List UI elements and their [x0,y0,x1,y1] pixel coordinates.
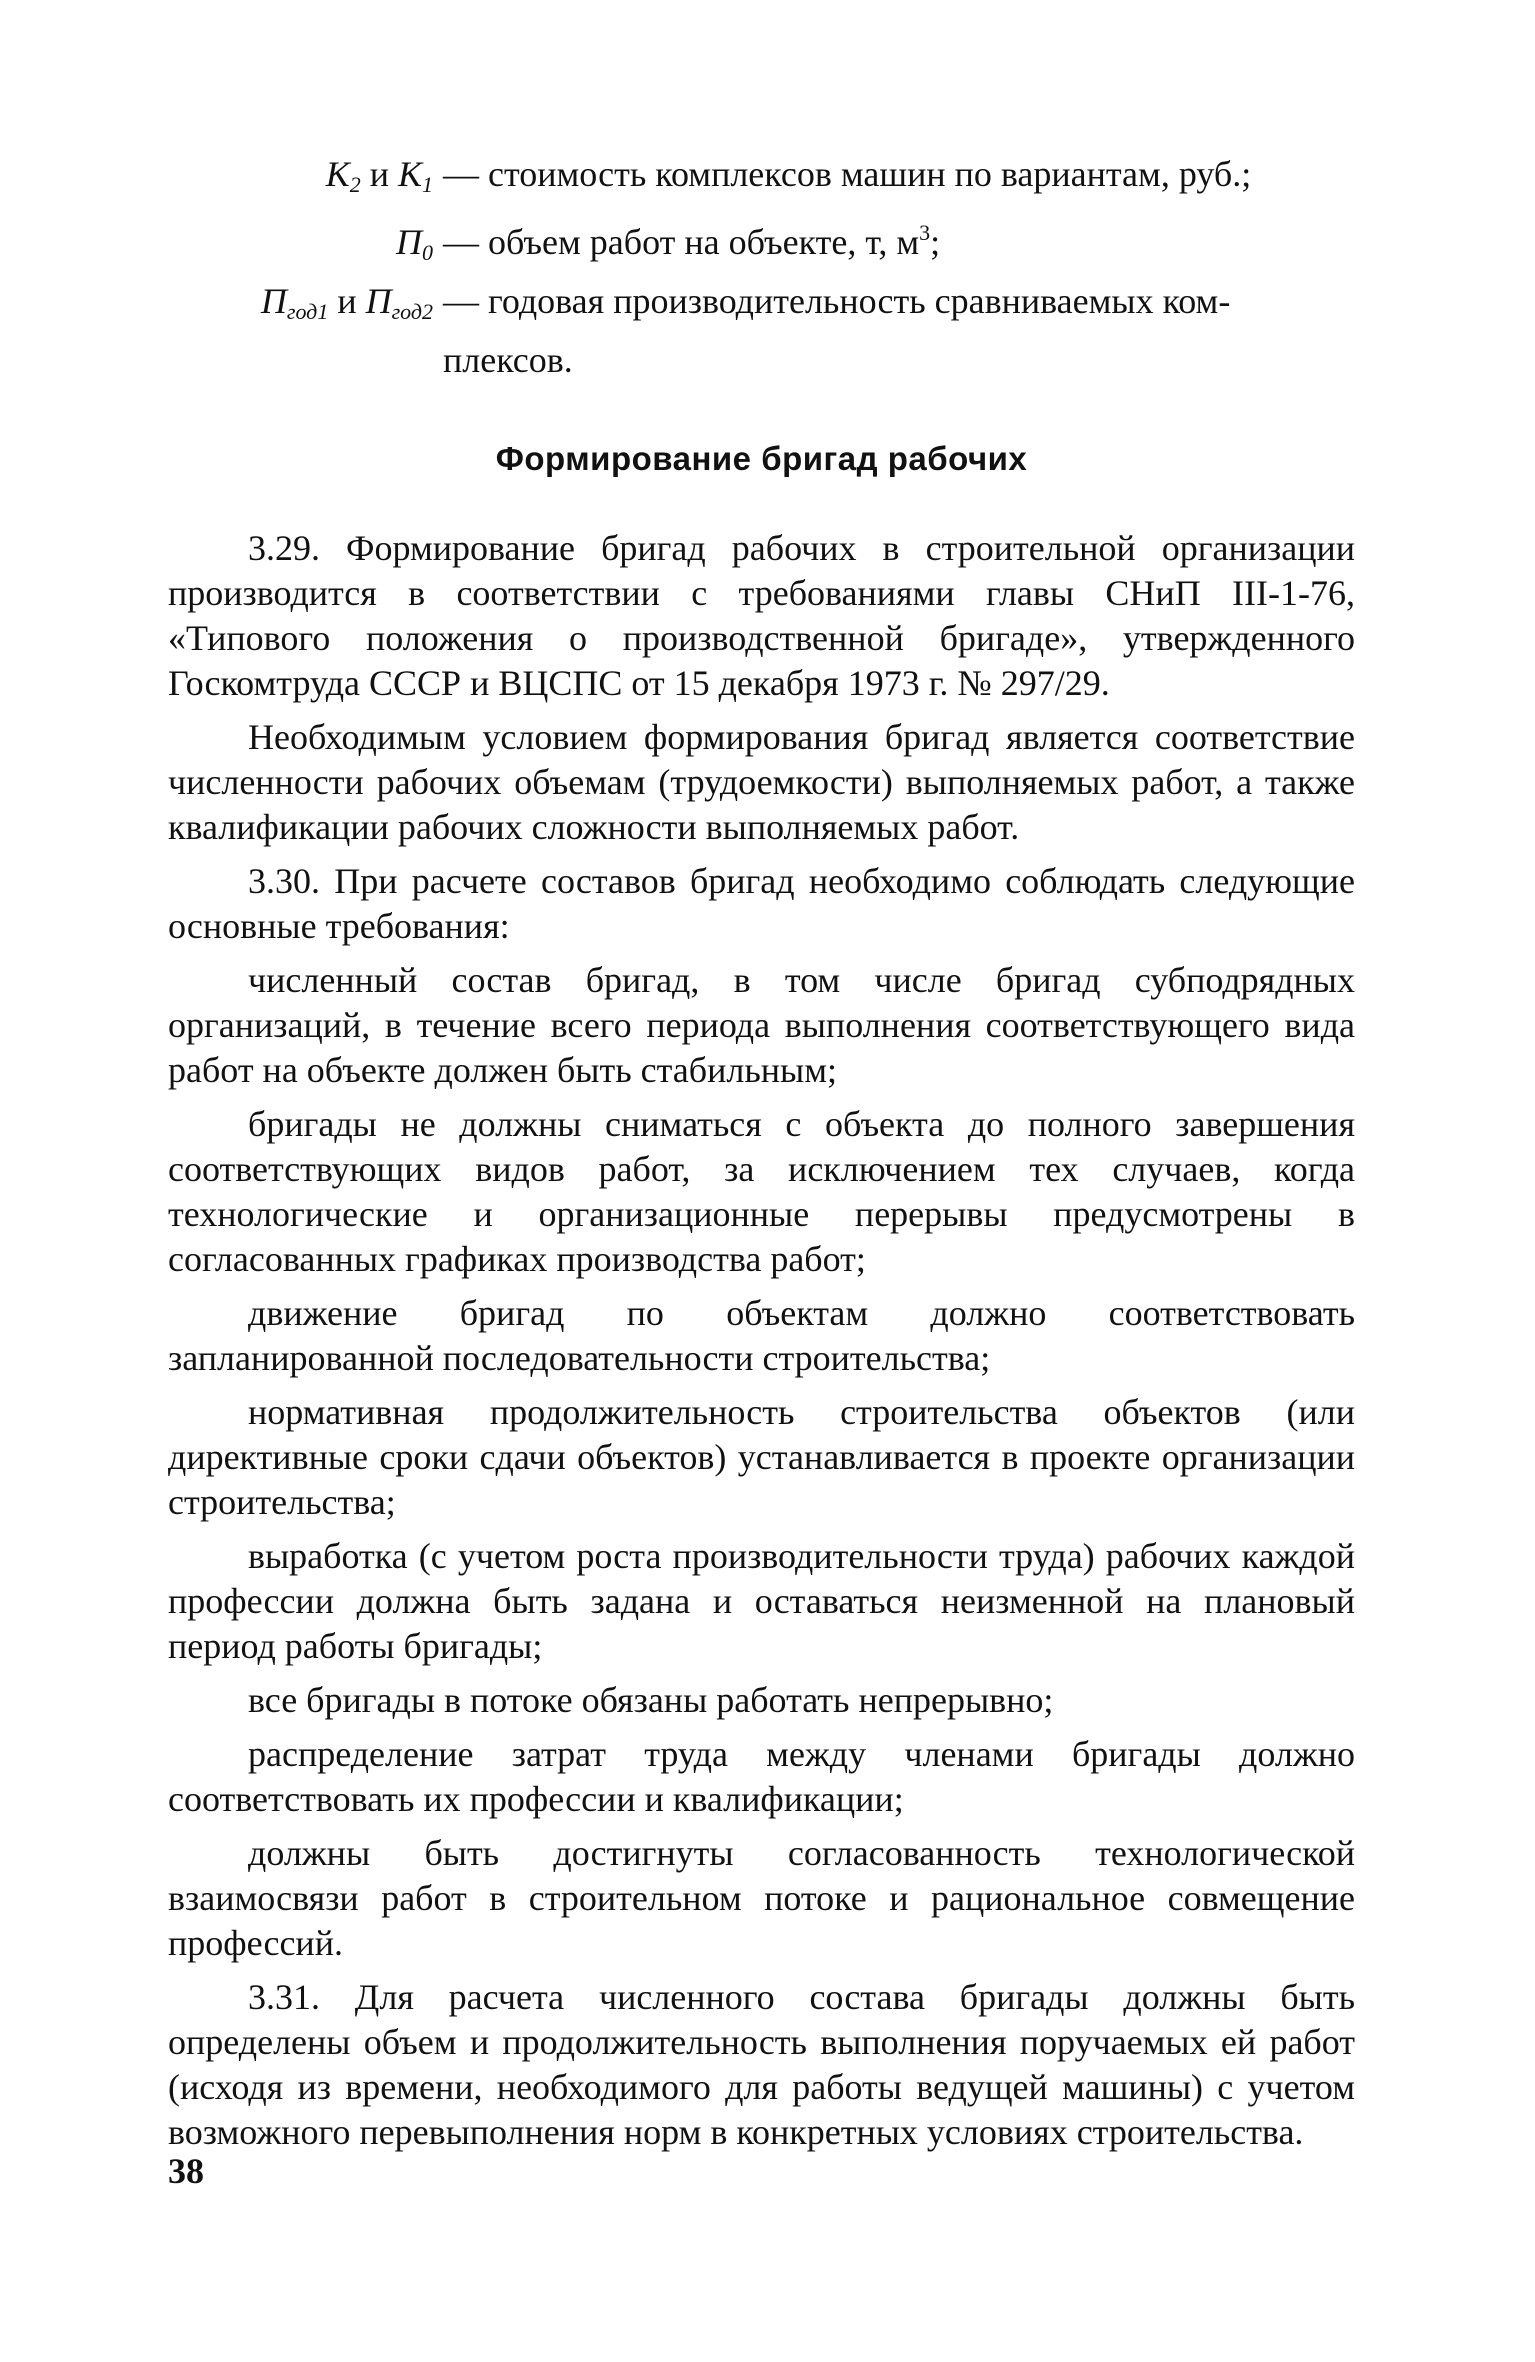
definition-row [168,209,1355,277]
requirement-item: нормативная продолжительность строительства объектов (или директивные сроки сдачи объектов) устанавливается в проекте организации строительства; [168,1392,1355,1522]
document-page [168,150,1355,2350]
section-heading: Формирование бригад рабочих [495,440,1028,477]
term-symbol: П [365,281,392,321]
definition-term [168,277,443,336]
definition-description-continued: плексов. [443,340,573,380]
description-superscript: 3 [919,220,931,245]
paragraph-3-31: 3.31. Для расчета численного состава бригады должны быть определены объем и продолжительность выполнения поручаемых ей работ (исходя из времени, необходимого для работы ведущей машины) с учетом возможного перевыполнения норм в конкретных условиях строительства. [168,1977,1355,2152]
term-symbol: K [397,154,422,194]
description-text: — объем работ на объекте, т, м [443,222,920,262]
definition-description [443,209,1355,266]
term-subscript: год1 [286,299,329,324]
paragraph-3-29: 3.29. Формирование бригад рабочих в строительной организации производится в соответствии с требованиями главы СНиП III-1-76, «Типового положения о производственной бригаде», утвержденного Госкомтруда СССР и ВЦСПС от 15 декабря 1973 г. № 297/29. [168,528,1355,703]
term-symbol: П [260,281,287,321]
definition-row [168,150,1355,209]
term-subscript: 0 [422,240,433,265]
paragraph-3-30: 3.30. При расчете составов бригад необходимо соблюдать следующие основные требования: [168,861,1355,946]
term-subscript: 2 [349,172,361,197]
term-symbol: П [396,222,422,262]
description-text: ; [930,222,941,262]
term-symbol: K [325,154,350,194]
requirement-item: движение бригад по объектам должно соответствовать запланированной последовательности строительства; [168,1293,1355,1378]
term-conjunction: и [369,154,389,194]
requirement-item: все бригады в потоке обязаны работать непрерывно; [248,1680,1054,1720]
paragraph: Необходимым условием формирования бригад является соответствие численности рабочих объемам (трудоемкости) выполняемых работ, а также квалификации рабочих сложности выполняемых работ. [168,717,1355,847]
definition-row [168,277,1355,336]
definition-term [168,218,443,277]
requirement-item: бригады не должны сниматься с объекта до полного завершения соответствующих видов работ, за исключением тех случаев, когда технологические и организационные перерывы предусмотрены в согласованных графиках производства работ; [168,1104,1355,1279]
definitions-list [168,150,1355,384]
requirement-item: распределение затрат труда между членами бригады должно соответствовать их профессии и квалификации; [168,1734,1355,1819]
term-conjunction: и [337,281,357,321]
definition-description: — годовая производительность сравниваемых ком- [443,281,1231,321]
requirement-item: выработка (с учетом роста производительности труда) рабочих каждой профессии должна быть задана и оставаться неизменной на плановый период работы бригады; [168,1536,1355,1666]
term-subscript: 1 [422,172,433,197]
page-number: 38 [168,2151,204,2191]
definition-term [168,150,443,209]
requirement-item: численный состав бригад, в том числе бригад субподрядных организаций, в течение всего периода выполнения соответствующего вида работ на объекте должен быть стабильным; [168,960,1355,1090]
definition-description: — стоимость комплексов машин по вариантам, руб.; [443,154,1252,194]
requirement-item: должны быть достигнуты согласованность технологической взаимосвязи работ в строительном потоке и рациональное совмещение профессий. [168,1833,1355,1963]
term-subscript: год2 [391,299,433,324]
